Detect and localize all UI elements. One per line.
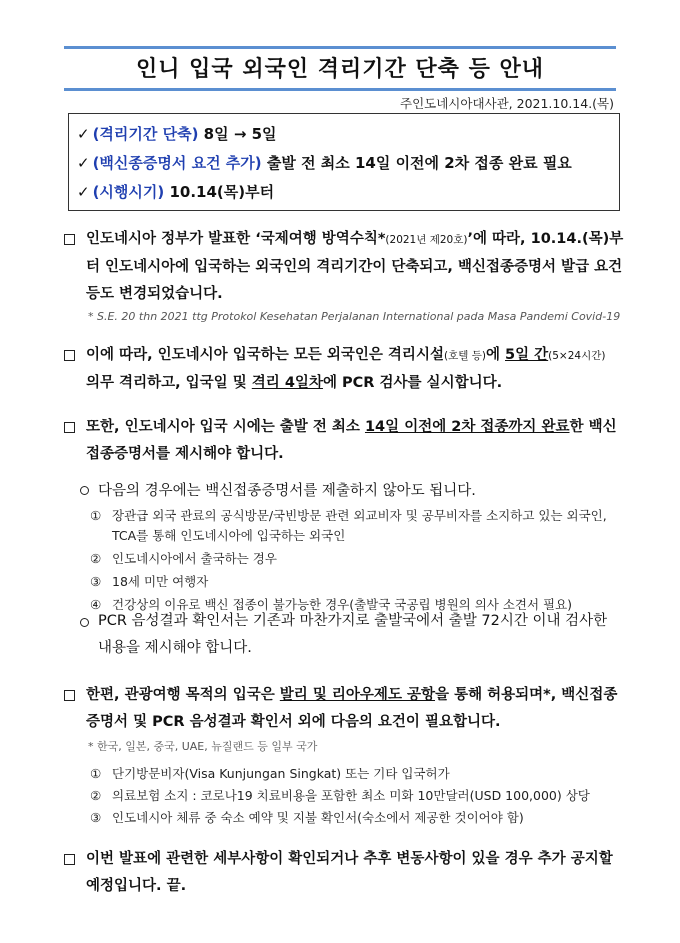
section-text <box>86 682 624 736</box>
list-item <box>90 764 620 784</box>
section-text <box>86 414 624 468</box>
summary-box <box>68 113 620 211</box>
list-item-text: 장관급 외국 관료의 공식방문/국빈방문 관련 외교비자 및 공무비자를 소지하고 있는 외국인, TCA를 통해 인도네시아에 입국하는 외국인 <box>112 508 607 543</box>
list-item-text: 단기방문비자(Visa Kunjungan Singkat) 또는 기타 입국허가 <box>112 766 450 781</box>
summary-label: (격리기간 단축) <box>92 125 199 143</box>
exemption-subsection <box>80 478 624 504</box>
text-run: 에 PCR 검사를 실시합니다. <box>322 375 503 391</box>
text-run-underlined: 14일 이전에 2차 접종까지 완료 <box>364 419 570 435</box>
page-title: 인니 입국 외국인 격리기간 단축 등 안내 <box>136 57 544 82</box>
text-run: 한편, 관광여행 목적의 입국은 <box>86 687 280 703</box>
text-run-small: (호텔 등) <box>443 350 486 362</box>
section-quarantine <box>64 342 624 397</box>
section-vaccine <box>64 414 624 468</box>
square-bullet-icon <box>64 350 75 361</box>
square-bullet-icon <box>64 690 75 701</box>
square-bullet-icon <box>64 854 75 865</box>
list-item <box>90 786 620 806</box>
list-number: ② <box>90 788 102 803</box>
summary-text: 8일 → 5일 <box>198 125 277 143</box>
text-run-underlined: 5일 간 <box>505 347 549 363</box>
text-run: 이에 따라, 인도네시아 입국하는 모든 외국인은 격리시설 <box>86 347 444 363</box>
text-run: 또한, 인도네시아 입국 시에는 출발 전 최소 <box>86 419 365 435</box>
summary-line <box>77 178 619 207</box>
section-decree <box>64 226 624 326</box>
summary-text: 출발 전 최소 14일 이전에 2차 접종 완료 필요 <box>261 154 572 172</box>
section-text <box>86 342 624 397</box>
list-number: ③ <box>90 574 102 589</box>
check-icon: ✓ <box>77 125 90 143</box>
square-bullet-icon <box>64 234 75 245</box>
check-icon: ✓ <box>77 183 90 201</box>
list-item-text: 건강상의 이유로 백신 접종이 불가능한 경우(출발국 국공립 병원의 의사 소견서 필요) <box>112 597 573 612</box>
circle-bullet-icon <box>80 618 89 627</box>
summary-line <box>77 149 619 178</box>
list-item <box>90 549 620 569</box>
list-number: ② <box>90 551 102 566</box>
list-item <box>90 808 620 828</box>
text-run: 의무 격리하고, 입국일 및 <box>86 375 252 391</box>
text-run-small: (5×24시간) <box>548 350 606 362</box>
text-run-underlined: 격리 4일차 <box>251 375 323 391</box>
summary-label: (백신종증명서 요건 추가) <box>92 154 262 172</box>
section-text <box>86 226 624 308</box>
list-number: ① <box>90 508 102 523</box>
section-followup <box>64 846 624 900</box>
text-run: 을 통해 허용되며*, 백신접종증명서 및 PCR 음성결과 확인서 외에 다음의 요건이 필요합니다. <box>86 687 618 730</box>
list-number: ④ <box>90 597 102 612</box>
list-number: ③ <box>90 810 102 825</box>
circle-bullet-icon <box>80 486 89 495</box>
title-rule-bottom <box>64 88 616 91</box>
title-rule-top <box>64 46 616 49</box>
text-run-small: (2021년 제20호) <box>385 234 468 246</box>
text-run: ’에 따라, 10.14.(목)부터 인도네시아에 입국하는 외국인의 격리기간이 단축되고, 백신접종증명서 발급 요건 등도 변경되었습니다. <box>86 231 624 302</box>
list-item <box>90 506 620 546</box>
list-item-text: 인도네시아에서 출국하는 경우 <box>112 551 277 566</box>
text-run: 인도네시아 정부가 발표한 ‘국제여행 방역수칙* <box>86 231 386 247</box>
section-text: 이번 발표에 관련한 세부사항이 확인되거나 추후 변동사항이 있을 경우 추가 공지할 예정입니다. 끝. <box>86 851 613 894</box>
text-run: 한 백신접종증명서를 제시해야 합니다. <box>86 419 617 462</box>
subsection-text: 다음의 경우에는 백신접종증명서를 제출하지 않아도 됩니다. <box>98 483 476 499</box>
text-run-underlined: 발리 및 리아우제도 공항 <box>279 687 436 703</box>
footnote: * S.E. 20 thn 2021 ttg Protokol Kesehatan Perjalanan International pada Masa Pandemi Covid-19 <box>88 310 621 323</box>
list-item <box>90 572 620 592</box>
list-number: ① <box>90 766 102 781</box>
section-tourism <box>64 682 624 756</box>
list-item-text: 의료보험 소지 : 코로나19 치료비용을 포함한 최소 미화 10만달러(USD 100,000) 상당 <box>112 788 590 803</box>
square-bullet-icon <box>64 422 75 433</box>
list-item-text: 인도네시아 체류 중 숙소 예약 및 지불 확인서(숙소에서 제공한 것이어야 함) <box>112 810 524 825</box>
exemption-list <box>90 506 620 615</box>
pcr-subsection <box>80 608 624 662</box>
footnote: * 한국, 일본, 중국, UAE, 뉴질랜드 등 일부 국가 <box>88 740 318 753</box>
summary-text: 10.14(목)부터 <box>164 183 275 201</box>
issuer-date: 주인도네시아대사관, 2021.10.14.(목) <box>400 96 614 111</box>
check-icon: ✓ <box>77 154 90 172</box>
summary-label: (시행시기) <box>92 183 165 201</box>
list-item-text: 18세 미만 여행자 <box>112 574 209 589</box>
text-run: 에 <box>485 347 505 363</box>
tourism-requirements-list <box>90 764 620 828</box>
summary-line <box>77 120 619 149</box>
subsection-text: PCR 음성결과 확인서는 기존과 마찬가지로 출발국에서 출발 72시간 이내 검사한 내용을 제시해야 합니다. <box>98 613 608 656</box>
